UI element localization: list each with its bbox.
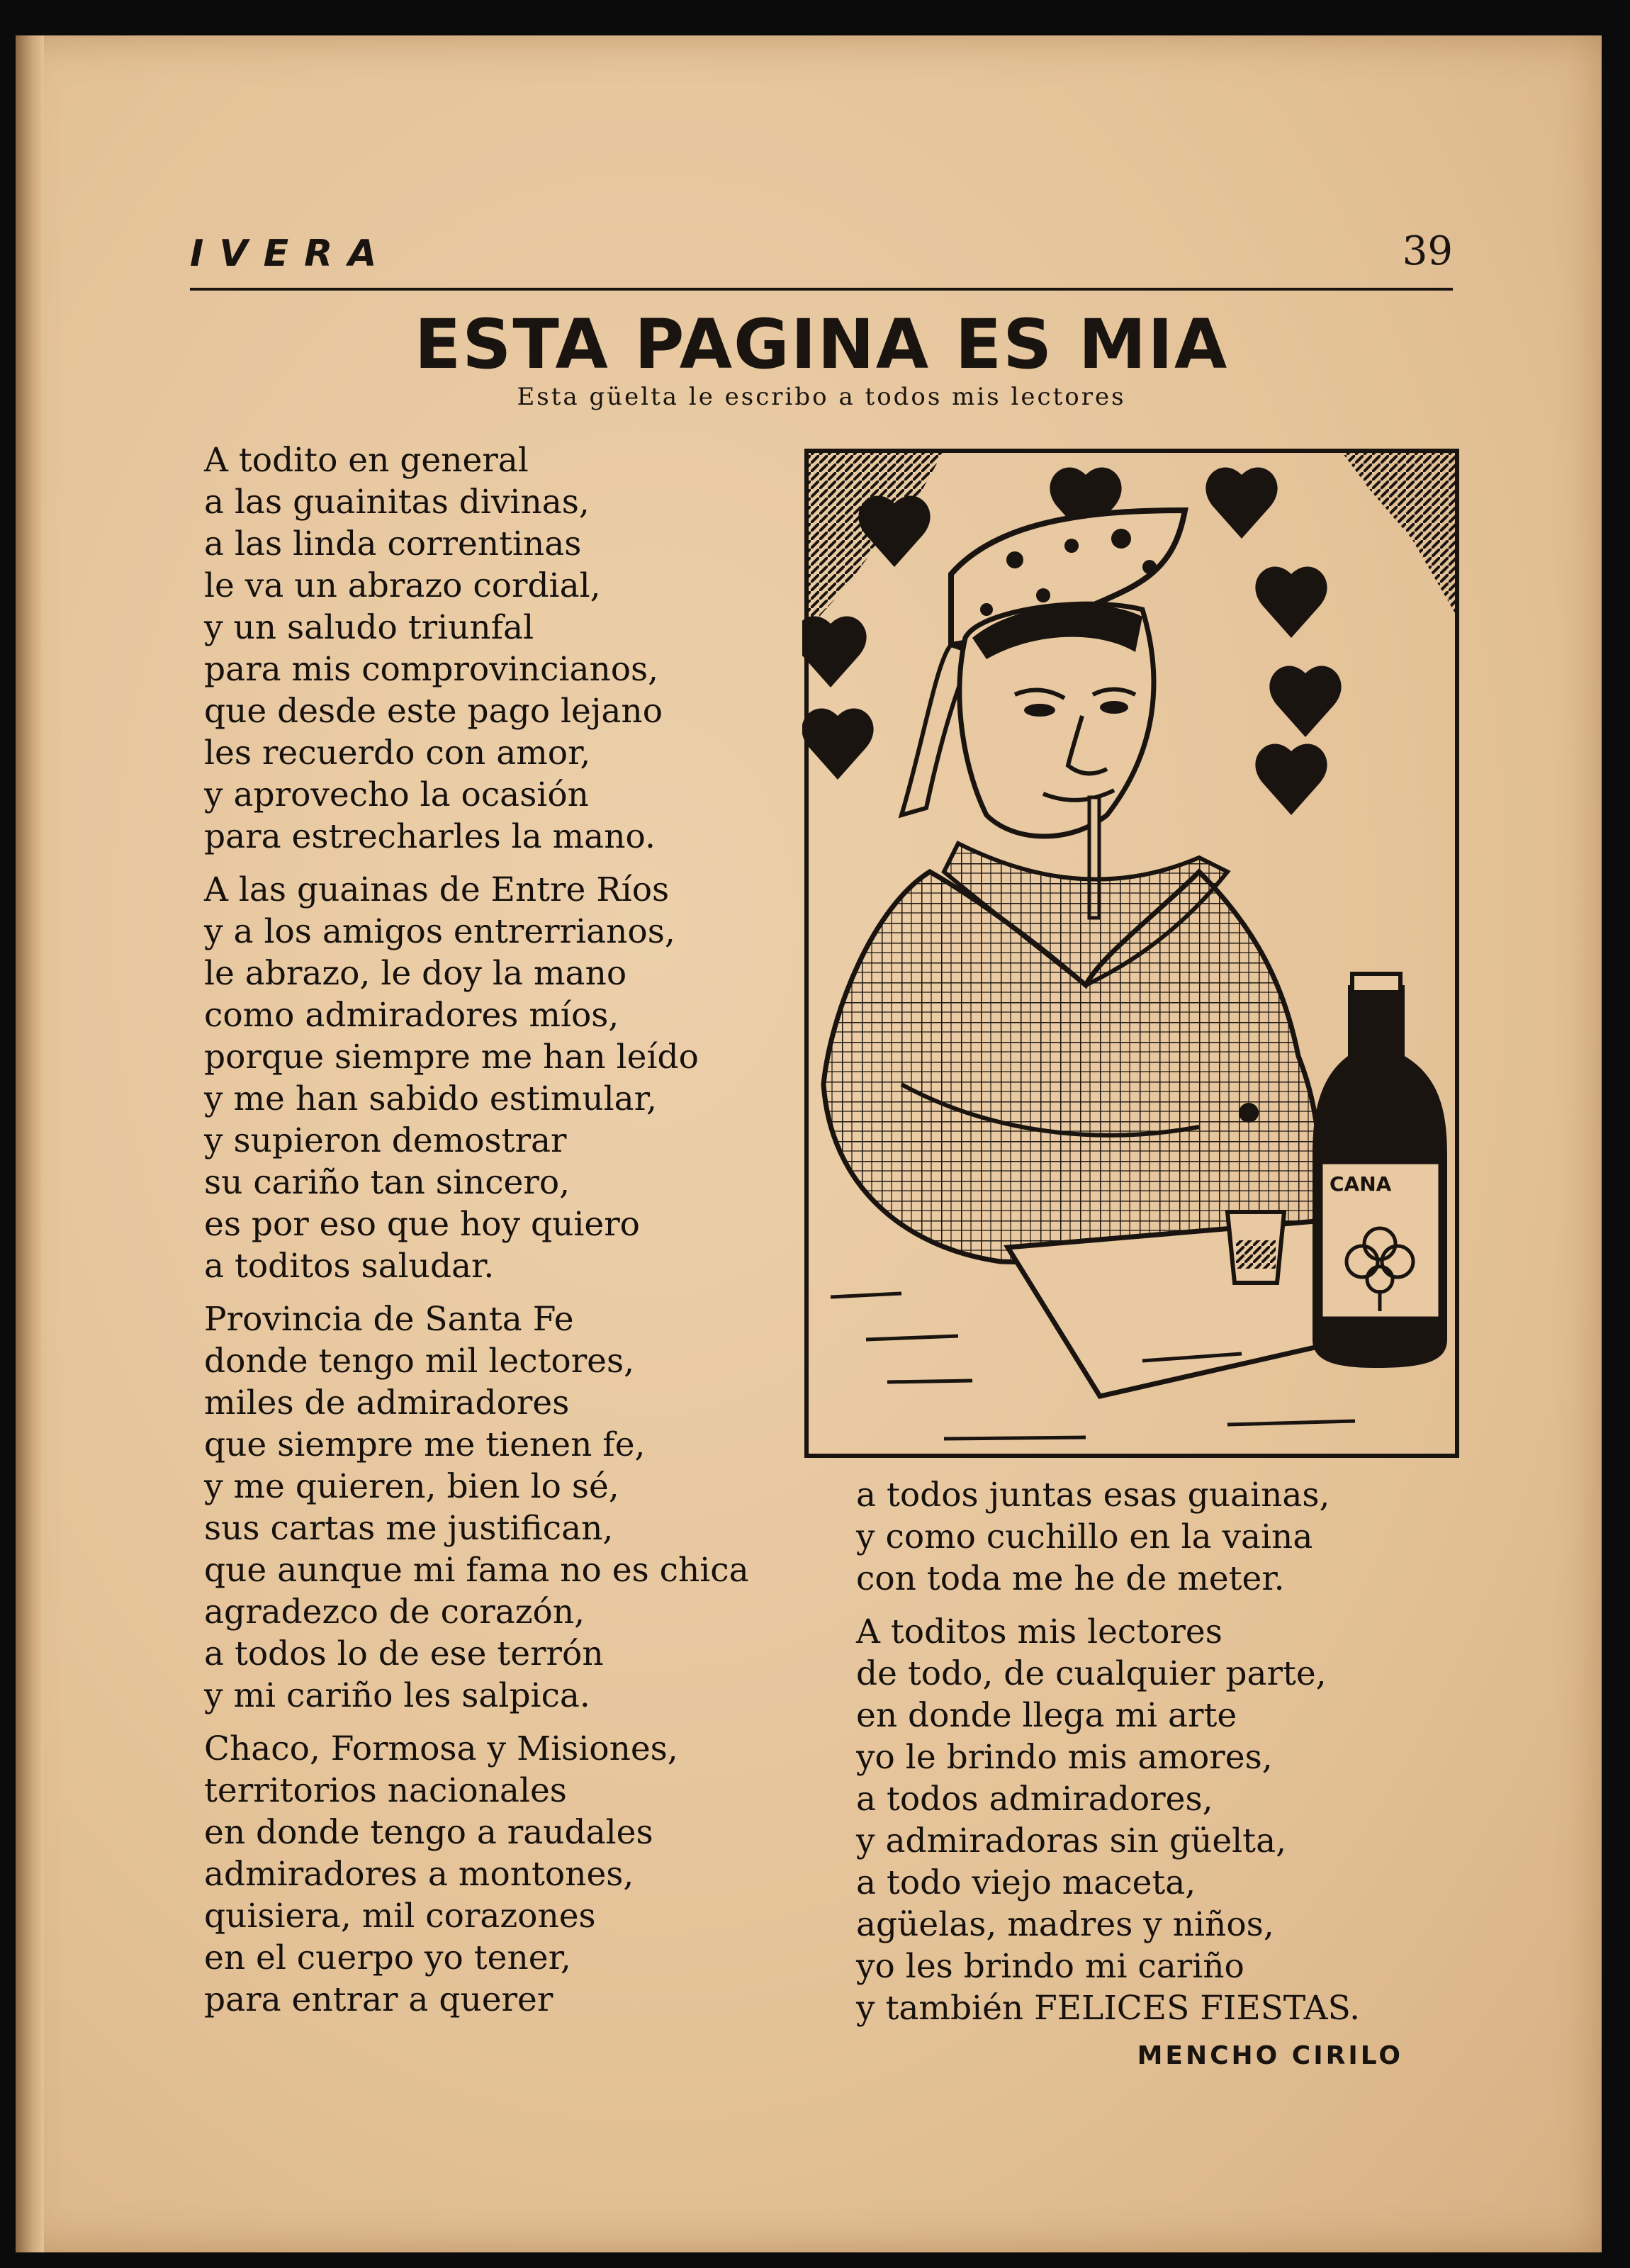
stanza bbox=[204, 439, 814, 858]
heart-icon bbox=[802, 708, 874, 780]
poem-line: les recuerdo con amor, bbox=[204, 734, 591, 773]
poem-line: con toda me he de meter. bbox=[856, 1559, 1285, 1598]
poem-line: y como cuchillo en la vaina bbox=[856, 1517, 1313, 1556]
poem-line: para estrecharles la mano. bbox=[204, 817, 656, 856]
shirt-button bbox=[1239, 1103, 1259, 1123]
heart-icon bbox=[1269, 666, 1341, 737]
corner-shading-right bbox=[1341, 451, 1457, 617]
stanza bbox=[204, 1298, 814, 1717]
heart-icon bbox=[858, 495, 930, 567]
poem-right-column bbox=[856, 1474, 1437, 2040]
poem-line: y a los amigos entrerrianos, bbox=[204, 912, 675, 951]
article-subtitle: Esta güelta le escribo a todos mis lectores bbox=[517, 383, 1126, 411]
poem-line: sus cartas me justifican, bbox=[204, 1509, 614, 1548]
heart-icon bbox=[1205, 467, 1277, 539]
poem-line: su cariño tan sincero, bbox=[204, 1163, 570, 1202]
poem-line: para mis comprovincianos, bbox=[204, 650, 659, 689]
poem-line: a todos admiradores, bbox=[856, 1780, 1213, 1819]
poem-line: y mi cariño les salpica. bbox=[204, 1676, 590, 1715]
cartoon-drawing bbox=[802, 447, 1463, 1460]
poem-line: que aunque mi fama no es chica bbox=[204, 1551, 749, 1590]
bottle-cap bbox=[1352, 974, 1400, 992]
article-title: ESTA PAGINA ES MIA bbox=[414, 305, 1229, 384]
poem-line: que desde este pago lejano bbox=[204, 692, 663, 731]
poem-line: yo les brindo mi cariño bbox=[856, 1947, 1244, 1986]
poem-line: para entrar a querer bbox=[204, 1980, 553, 2019]
author-signature: MENCHO CIRILO bbox=[1137, 2041, 1403, 2070]
poem-line: territorios nacionales bbox=[204, 1771, 567, 1810]
poem-line: le abrazo, le doy la mano bbox=[204, 954, 627, 993]
poem-line: le va un abrazo cordial, bbox=[204, 566, 601, 605]
poem-line: A las guainas de Entre Ríos bbox=[204, 870, 670, 909]
cartoon-illustration bbox=[802, 447, 1463, 1460]
poem-line: y aprovecho la ocasión bbox=[204, 775, 589, 814]
magazine-name: IVERA bbox=[190, 232, 393, 275]
poem-line: A todito en general bbox=[204, 441, 529, 480]
poem-line: agüelas, madres y niños, bbox=[856, 1905, 1274, 1944]
poem-line: A toditos mis lectores bbox=[856, 1612, 1222, 1651]
poem-line: porque siempre me han leído bbox=[204, 1038, 699, 1077]
poem-line: donde tengo mil lectores, bbox=[204, 1342, 635, 1381]
poem-line: que siempre me tienen fe, bbox=[204, 1425, 646, 1464]
poem-line: agradezco de corazón, bbox=[204, 1593, 585, 1632]
poem-line: Chaco, Formosa y Misiones, bbox=[204, 1729, 678, 1768]
poem-line: en donde llega mi arte bbox=[856, 1696, 1237, 1735]
poem-line: miles de admiradores bbox=[204, 1383, 570, 1422]
stanza bbox=[856, 1474, 1437, 1600]
poem-line: a todos lo de ese terrón bbox=[204, 1634, 604, 1673]
page-number: 39 bbox=[1402, 228, 1453, 274]
poem-line: en donde tengo a raudales bbox=[204, 1813, 653, 1852]
page-spine bbox=[16, 35, 44, 2252]
poem-line: en el cuerpo yo tener, bbox=[204, 1938, 571, 1977]
poem-line: y me han sabido estimular, bbox=[204, 1079, 657, 1118]
poem-line: y un saludo triunfal bbox=[204, 608, 534, 647]
poem-line: a toditos saludar. bbox=[204, 1247, 495, 1286]
stanza bbox=[856, 1611, 1437, 2029]
bottle-label-text: CANA bbox=[1330, 1172, 1392, 1196]
poem-line: de todo, de cualquier parte, bbox=[856, 1654, 1327, 1693]
stanza bbox=[204, 869, 814, 1287]
poem-line: y también FELICES FIESTAS. bbox=[856, 1989, 1361, 2028]
heart-icon bbox=[1255, 743, 1327, 815]
poem-line: Provincia de Santa Fe bbox=[204, 1300, 574, 1339]
page-header bbox=[190, 228, 1453, 291]
poem-line: a todos juntas esas guainas, bbox=[856, 1476, 1330, 1515]
poem-left-column bbox=[204, 439, 814, 2032]
poem-line: y supieron demostrar bbox=[204, 1121, 567, 1160]
poem-line: a las guainitas divinas, bbox=[204, 483, 590, 522]
poem-line: y me quieren, bien lo sé, bbox=[204, 1467, 619, 1506]
poem-line: es por eso que hoy quiero bbox=[204, 1205, 640, 1244]
poem-line: admiradores a montones, bbox=[204, 1855, 634, 1894]
heart-icon bbox=[802, 616, 867, 687]
heart-icon bbox=[1255, 566, 1327, 638]
poem-line: yo le brindo mis amores, bbox=[856, 1738, 1273, 1777]
poem-line: a todo viejo maceta, bbox=[856, 1863, 1196, 1902]
poem-line: y admiradoras sin güelta, bbox=[856, 1821, 1287, 1860]
poem-line: quisiera, mil corazones bbox=[204, 1897, 596, 1936]
stanza bbox=[204, 1728, 814, 2021]
poem-line: a las linda correntinas bbox=[204, 524, 582, 563]
poem-line: como admiradores míos, bbox=[204, 996, 619, 1035]
